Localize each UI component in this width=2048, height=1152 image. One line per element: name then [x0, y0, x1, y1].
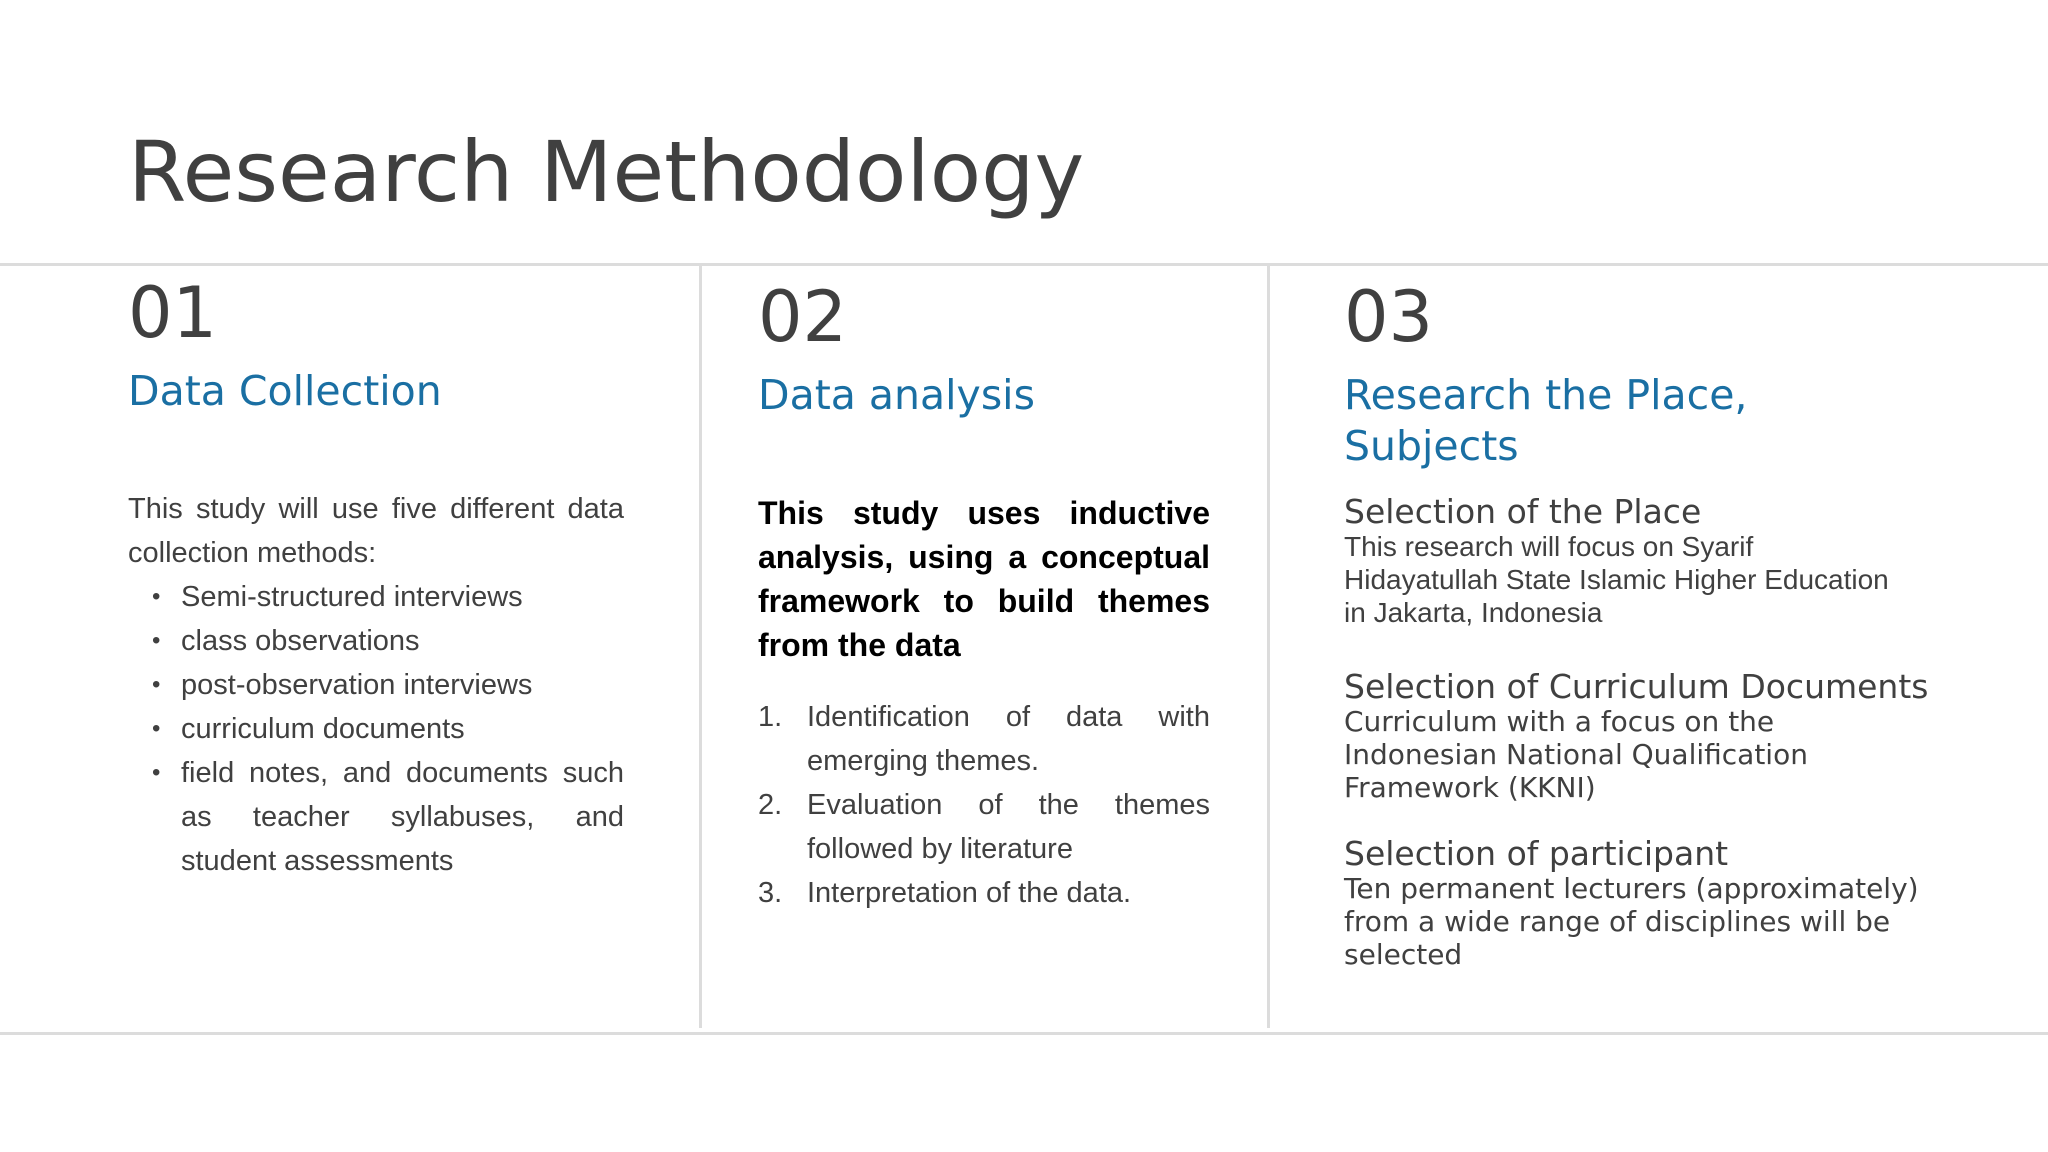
section-body [1344, 872, 1964, 971]
column-heading-line: Subjects [1344, 422, 1519, 470]
section-heading: Selection of Curriculum Documents [1344, 667, 1929, 706]
column-heading: Data Collection [128, 367, 442, 415]
slide-title: Research Methodology [128, 123, 1085, 221]
section-line: Ten permanent lecturers (approximately) [1344, 872, 1919, 905]
section-line: Curriculum with a focus on the [1344, 705, 1775, 738]
list-item [128, 707, 624, 751]
section-line: Hidayatullah State Islamic Higher Education [1344, 564, 1889, 595]
section-line: in Jakarta, Indonesia [1344, 597, 1603, 628]
section-heading: Selection of the Place [1344, 492, 1702, 531]
list-item-text: Interpretation of the data. [807, 877, 1132, 909]
column-number: 03 [1344, 276, 1434, 358]
list-item-text: Semi-structured interviews [181, 581, 523, 613]
column-divider-1 [699, 265, 702, 1028]
bottom-divider [0, 1032, 2048, 1035]
method-list [128, 575, 624, 883]
section-body [1344, 705, 1964, 804]
column-heading-line: Research the Place, [1344, 371, 1748, 419]
section-line: selected [1344, 938, 1463, 971]
section-heading: Selection of participant [1344, 834, 1729, 873]
section-participant [1344, 836, 1964, 971]
column-intro: This study uses inductive analysis, using a conceptual framework to build themes from the data [758, 495, 1210, 663]
list-item-text: Identification of data with emerging themes. [807, 701, 1210, 777]
list-item [128, 575, 624, 619]
step-number: 1. [758, 701, 783, 733]
list-item [128, 619, 624, 663]
section-line: Framework (KKNI) [1344, 771, 1596, 804]
list-item-text: post-observation interviews [181, 669, 533, 701]
list-item [758, 871, 1210, 915]
list-item-text: field notes, and documents such as teacher syllabuses, and student assessments [181, 757, 624, 877]
column-data-collection [128, 270, 624, 883]
list-item-text: class observations [181, 625, 420, 657]
section-curriculum [1344, 669, 1964, 804]
bullet-icon: • [152, 671, 161, 698]
column-intro: This study will use five different data collection methods: [128, 493, 624, 569]
column-research-place [1344, 270, 1964, 971]
column-number: 01 [128, 272, 218, 354]
column-number: 02 [758, 276, 848, 358]
step-number: 2. [758, 789, 783, 821]
section-line: Indonesian National Qualification [1344, 738, 1808, 771]
top-divider [0, 263, 2048, 266]
column-divider-2 [1267, 265, 1270, 1028]
step-number: 3. [758, 877, 783, 909]
analysis-steps [758, 695, 1210, 915]
list-item-text: curriculum documents [181, 713, 465, 745]
column-heading: Data analysis [758, 371, 1035, 419]
list-item-text: Evaluation of the themes followed by literature [807, 789, 1210, 865]
column-heading [1344, 370, 1964, 472]
bullet-icon: • [152, 583, 161, 610]
section-body [1344, 530, 1964, 629]
list-item [758, 783, 1210, 871]
bullet-icon: • [152, 759, 161, 786]
list-item [128, 663, 624, 707]
list-item [758, 695, 1210, 783]
section-line: This research will focus on Syarif [1344, 531, 1754, 562]
bullet-icon: • [152, 627, 161, 654]
section-line: from a wide range of disciplines will be [1344, 905, 1891, 938]
list-item [128, 751, 624, 883]
bullet-icon: • [152, 715, 161, 742]
column-data-analysis [758, 270, 1210, 915]
section-place [1344, 494, 1964, 629]
